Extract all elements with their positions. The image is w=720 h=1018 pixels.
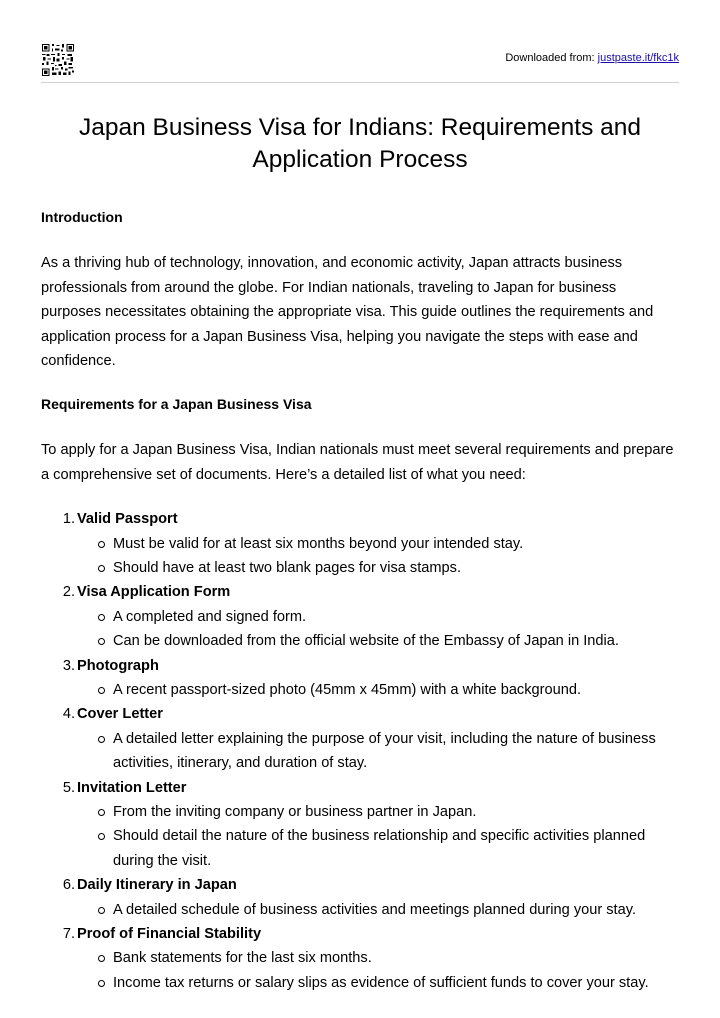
header-divider [41, 82, 679, 83]
item-title: Proof of Financial Stability [77, 926, 262, 943]
list-item [41, 580, 679, 653]
sub-list [77, 532, 679, 581]
sub-list [77, 678, 679, 702]
sub-list [77, 898, 679, 922]
item-number: 4. [62, 706, 75, 723]
sub-list-item: Must be valid for at least six months beyond your intended stay. [113, 532, 679, 556]
article [41, 112, 679, 995]
sub-list-item: A detailed letter explaining the purpose of your visit, including the nature of business activities, itinerary, and duration of stay. [113, 727, 679, 776]
sub-list [77, 946, 679, 995]
list-item [41, 654, 679, 703]
list-item [41, 873, 679, 922]
sub-list-item: A detailed schedule of business activities and meetings planned during your stay. [113, 898, 679, 922]
download-prefix: Downloaded from: [505, 52, 595, 64]
item-number: 3. [62, 657, 75, 674]
sub-list [77, 727, 679, 776]
item-title: Daily Itinerary in Japan [77, 877, 237, 894]
item-number: 7. [62, 926, 75, 943]
item-number: 6. [62, 877, 75, 894]
sub-list-item: Income tax returns or salary slips as evidence of sufficient funds to cover your stay. [113, 971, 679, 995]
sub-list-item: Bank statements for the last six months. [113, 946, 679, 970]
item-title: Visa Application Form [77, 584, 231, 601]
sub-list-item: Should have at least two blank pages for visa stamps. [113, 556, 679, 580]
list-item [41, 507, 679, 580]
sub-list [77, 800, 679, 873]
download-source [505, 52, 679, 64]
list-item [41, 776, 679, 874]
item-title: Valid Passport [77, 511, 178, 528]
requirements-heading: Requirements for a Japan Business Visa [41, 395, 312, 412]
item-number: 1. [62, 511, 75, 528]
page-title: Japan Business Visa for Indians: Requirements and Application Process [78, 114, 642, 173]
item-number: 5. [62, 779, 75, 796]
sub-list-item: A recent passport-sized photo (45mm x 45mm) with a white background. [113, 678, 679, 702]
item-number: 2. [62, 584, 75, 601]
sub-list-item: From the inviting company or business partner in Japan. [113, 800, 679, 824]
list-item [41, 922, 679, 995]
item-title: Invitation Letter [77, 779, 187, 796]
sub-list-item: Should detail the nature of the business relationship and specific activities planned during the visit. [113, 824, 679, 873]
sub-list-item: A completed and signed form. [113, 605, 679, 629]
intro-heading: Introduction [41, 209, 123, 225]
requirements-list [41, 507, 679, 995]
item-title: Cover Letter [77, 706, 163, 723]
source-link[interactable]: justpaste.it/fkc1k [597, 52, 679, 64]
sub-list-item: Can be downloaded from the official website of the Embassy of Japan in India. [113, 629, 679, 653]
qr-code [42, 44, 74, 76]
sub-list [77, 605, 679, 654]
list-item [41, 702, 679, 775]
intro-paragraph: As a thriving hub of technology, innovation, and economic activity, Japan attracts business professionals from around the globe. For Indian nationals, traveling to Japan for business purposes necessitates obtaining the appropriate visa. This guide outlines the requirements and application process for a Japan Business Visa, helping you navigate the steps with ease and confidence. [41, 255, 654, 370]
requirements-paragraph: To apply for a Japan Business Visa, Indian nationals must meet several requirements and prepare a comprehensive set of documents. Here’s a detailed list of what you need: [41, 441, 674, 483]
item-title: Photograph [77, 657, 159, 674]
